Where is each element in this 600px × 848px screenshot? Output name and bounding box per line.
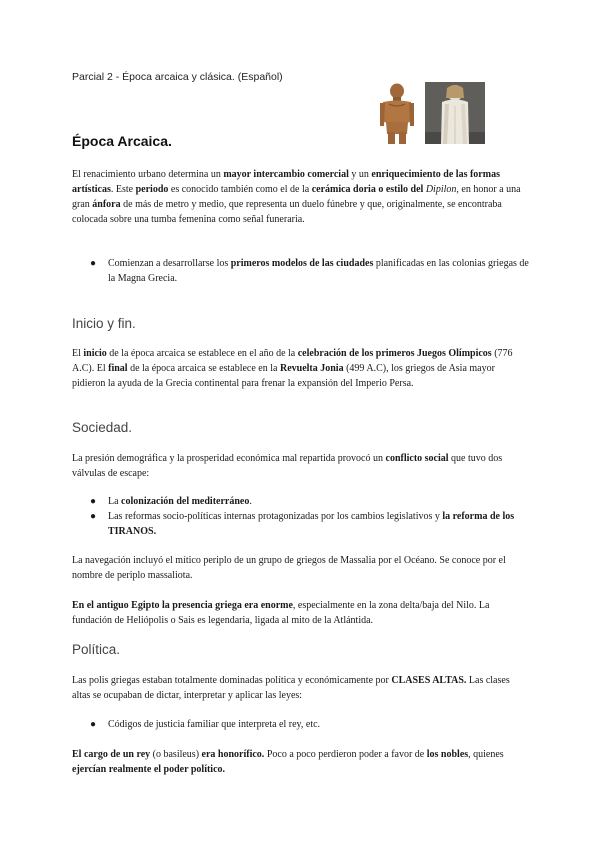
document-title: Parcial 2 - Época arcaica y clásica. (Español) [72,71,283,83]
kouros-statue-image [365,82,425,144]
subheading-sociedad: Sociedad. [72,420,133,435]
paragraph-inicio-fin: El inicio de la época arcaica se establece en el año de la celebración de los primeros Juegos Olímpicos (776 A.C). El final de la época arcaica se establece en la Revuelta Jonia (499 A.C), los griegos de Asia mayor pidieron la ayuda de la Grecia continental para frenar la expansión del Imperio Persa. [72,348,513,389]
bullet-list-codigos [72,717,530,732]
paragraph-presion-demografica: La presión demográfica y la prosperidad económica mal repartida provocó un conflicto social que tuvo dos válvulas de escape: [72,453,503,479]
subheading-inicio-fin: Inicio y fin. [72,316,136,331]
paragraph-egipto: En el antiguo Egipto la presencia griega era enorme, especialmente en la zona delta/baja del Nilo. La fundación de Heliópolis o Sais es legendaria, ligada al mito de la Atlántida. [72,600,490,626]
subheading-politica: Política. [72,642,121,657]
paragraph-renacimiento: El renacimiento urbano determina un mayor intercambio comercial y un enriquecimiento de las formas artísticas. Este periodo es conocido también como el de la cerámica doria o estilo del Dipilon, en honor a una gran ánfora de más de metro y medio, que representa un duelo fúnebre y que, originalmente, se encontraba colocada sobre una tumba femenina como señal funeraria. [72,169,521,225]
section-heading-epoca-arcaica: Época Arcaica. [72,133,172,149]
paragraph-polis: Las polis griegas estaban totalmente dominadas política y económicamente por CLASES ALTAS. Las clases altas se ocupaban de dictar, interpretar y aplicar las leyes: [72,675,510,701]
list-item: ● Las reformas socio-políticas internas protagonizadas por los cambios legislativos y la reforma de los TIRANOS. [90,511,515,537]
list-item: ● Códigos de justicia familiar que interpreta el rey, etc. [90,719,321,730]
paragraph-cargo-rey: El cargo de un rey (o basileus) era honorífico. Poco a poco perdieron poder a favor de los nobles, quienes ejercían realmente el poder político. [72,749,504,775]
paragraph-navegacion: La navegación incluyó el mítico periplo de un grupo de griegos de Massalia por el Océano. Se conoce por el nombre de periplo massaliota. [72,555,506,581]
list-item: ● Comienzan a desarrollarse los primeros modelos de las ciudades planificadas en las colonias griegas de la Magna Grecia. [90,258,529,284]
bullet-list-ciudades [72,256,530,286]
kore-statue-image [425,82,485,144]
bullet-list-valvulas [72,494,530,539]
list-item: ● La colonización del mediterráneo. [90,496,252,507]
